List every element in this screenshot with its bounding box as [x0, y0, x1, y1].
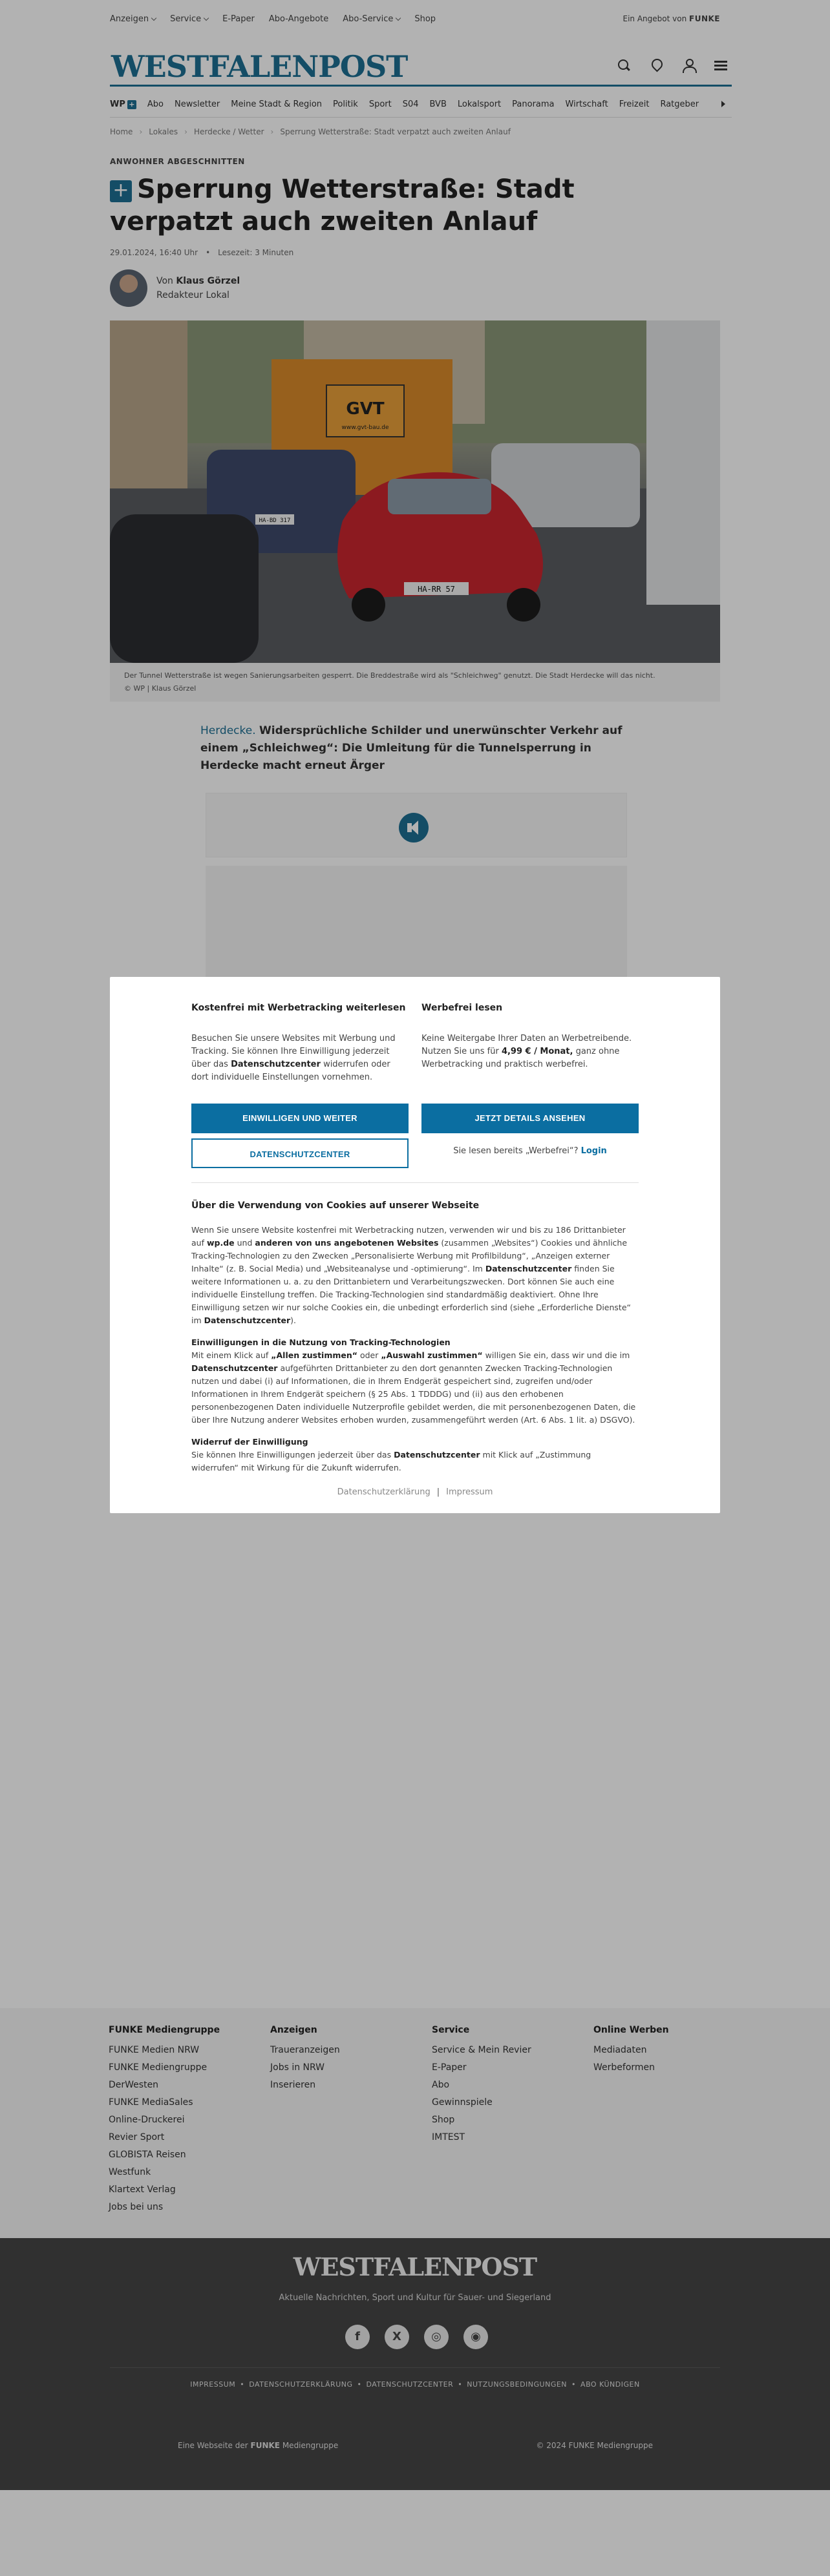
legal-datenschutzcenter[interactable]: DATENSCHUTZCENTER [366, 2380, 454, 2389]
revoke-text: mit Klick auf „Zustimmung widerrufen“ mit Wirkung für die Zukunft widerrufen. [191, 1450, 591, 1472]
login-link[interactable]: Login [580, 1146, 607, 1156]
legal-impressum[interactable]: IMPRESSUM [190, 2380, 236, 2389]
footer-col-title: FUNKE Mediengruppe [109, 2025, 220, 2035]
nav-item-sport[interactable]: Sport [368, 99, 392, 109]
caption-text: Der Tunnel Wetterstraße ist wegen Sanierungsarbeiten gesperrt. Die Breddestraße wird als "Schleichweg" genutzt. Die Stadt Herdecke will das nicht. [124, 671, 655, 680]
funke-logo[interactable]: FUNKE [250, 2441, 280, 2450]
option-text-part: widerrufen oder dort individuelle Einstellungen vornehmen. [191, 1060, 390, 1082]
footer-link[interactable]: Online-Druckerei [109, 2115, 185, 2125]
footer-col-title: Anzeigen [270, 2025, 317, 2035]
revoke-paragraph [191, 1449, 639, 1474]
privacy-center-link[interactable]: Datenschutzcenter [191, 1363, 278, 1373]
top-nav-label: Anzeigen [110, 14, 149, 24]
site-logo[interactable]: WESTFALENPOST [111, 49, 408, 84]
footer-link[interactable]: Jobs bei uns [109, 2202, 164, 2212]
legal-abo-kuendigen[interactable]: ABO KÜNDIGEN [580, 2380, 640, 2389]
option-text-part: ganz ohne Werbetracking und praktisch werbefrei. [421, 1047, 620, 1069]
footer-link[interactable]: Shop [432, 2115, 455, 2125]
meta-separator: • [206, 248, 211, 257]
photo-plate-text: HA-BD 317 [259, 518, 291, 524]
facebook-icon[interactable]: f [345, 2325, 370, 2349]
breadcrumb-current: Sperrung Wetterstraße: Stadt verpatzt auch zweiten Anlauf [280, 127, 511, 136]
revoke-subtitle: Widerruf der Einwilligung [191, 1437, 308, 1447]
consent-subtitle: Einwilligungen in die Nutzung von Tracking-Technologien [191, 1337, 451, 1347]
modal-footer [110, 1487, 720, 1497]
article-kicker: ANWOHNER ABGESCHNITTEN [110, 157, 245, 166]
privacy-center-link[interactable]: Datenschutzcenter [485, 1264, 572, 1273]
websites-link[interactable]: anderen von uns angebotenen Websites [255, 1238, 439, 1248]
footer-link[interactable]: Jobs in NRW [270, 2062, 325, 2073]
footer-separator: | [436, 1487, 440, 1497]
footer-link[interactable]: Revier Sport [109, 2132, 165, 2142]
modal-divider [191, 1182, 639, 1183]
nav-wp-label: WP [110, 99, 125, 109]
footer-link[interactable]: Service & Mein Revier [432, 2045, 531, 2055]
footer-link[interactable]: Abo [432, 2080, 450, 2090]
footer-link[interactable]: FUNKE Mediengruppe [109, 2062, 208, 2073]
plus-icon: + [110, 180, 132, 202]
footer-link[interactable]: GLOBISTA Reisen [109, 2150, 186, 2160]
option-text-part: Besuchen Sie unsere Websites mit Werbung und Tracking. Sie können Ihre Einwilligung jederzeit über das [191, 1034, 396, 1069]
cookie-text: (zusammen „Websites“) Cookies und ähnliche Tracking-Technologien zu den Zwecken „Personalisierte Werbung mit Profilbildung“, „Anzeigen externer Inhalte“ (z. B. Social Media) und „Websiteanalyse und -optimierung“. Im [191, 1238, 628, 1273]
footer-link[interactable]: Gewinnspiele [432, 2097, 493, 2108]
footer-link[interactable]: Werbeformen [593, 2062, 655, 2073]
privacy-center-button[interactable]: DATENSCHUTZCENTER [191, 1138, 409, 1168]
author-prefix: Von [156, 276, 173, 286]
nav-item-meine-stadt[interactable]: Meine Stadt & Region [231, 99, 323, 109]
consent-paragraph [191, 1349, 639, 1427]
price-text: 4,99 € / Monat, [501, 1047, 573, 1056]
login-line [421, 1146, 639, 1156]
breadcrumb-herdecke[interactable]: Herdecke / Wetter [193, 127, 264, 136]
cookie-text: finden Sie weitere Informationen u. a. zu den Drittanbietern und Verarbeitungszwecken. Dort können Sie auch eine individuelle Einstellung treffen. Die Tracking-Technologien sind standardmäßig deaktiviert. Ohne Ihre Einwilligung setzen wir nur solche Cookies ein, die unbedingt erforderlich sind (siehe „Erforderliche Dienste“ im [191, 1264, 631, 1325]
author-name[interactable]: Klaus Görzel [176, 276, 240, 286]
consent-text: Mit einem Klick auf [191, 1350, 269, 1360]
option-text-part: Keine Weitergabe Ihrer Daten an Werbetreibende. Nutzen Sie uns für [421, 1034, 632, 1056]
top-nav-label: Abo-Service [343, 14, 394, 24]
copyright: © 2024 FUNKE Mediengruppe [536, 2441, 653, 2450]
consent-option-adfree [421, 1003, 639, 1071]
nav-item-s04[interactable]: S04 [402, 99, 419, 109]
breadcrumb-home[interactable]: Home [110, 127, 133, 136]
option-title: Kostenfrei mit Werbetracking weiterlesen [191, 1003, 406, 1013]
nav-item-freizeit[interactable]: Freizeit [619, 99, 650, 109]
option-text [421, 1032, 639, 1071]
nav-item-bvb[interactable]: BVB [429, 99, 447, 109]
cookie-text: ). [290, 1315, 296, 1325]
legal-separator: • [571, 2380, 577, 2389]
footer-link[interactable]: Inserieren [270, 2080, 316, 2090]
cookie-title: Über die Verwendung von Cookies auf unserer Webseite [191, 1200, 480, 1211]
accept-button[interactable]: EINWILLIGEN UND WEITER [191, 1104, 409, 1133]
consent-text-strong: „Allen zustimmen“ [271, 1350, 357, 1360]
option-text [191, 1032, 409, 1084]
consent-text: aufgeführten Drittanbieter zu den dort genannten Zwecken Tracking-Technologien nutzen und dabei (i) auf Informationen, die in Ihrem Endgerät gespeichert sind, zugreifen und/oder Informationen in Ihrem Endgerät speichern (§ 25 Abs. 1 TDDDG) und (ii) aus den erhobenen personenbezogenen Daten individuelle Nutzerprofile gebildet werden, die mit personenbezogenen Daten, die über Ihre Nutzung anderer Websites erhoben wurden, zusammengeführt werden (Art. 6 Abs. 1 lit. a) DSGVO). [191, 1363, 636, 1425]
footer-link[interactable]: FUNKE MediaSales [109, 2097, 193, 2108]
privacy-center-link[interactable]: Datenschutzcenter [204, 1315, 291, 1325]
footer-logo[interactable]: WESTFALENPOST [293, 2252, 537, 2281]
plus-icon: + [127, 100, 136, 109]
funke-prefix: Ein Angebot von [622, 14, 687, 23]
top-nav-label: Service [170, 14, 202, 24]
footer-link[interactable]: IMTEST [432, 2132, 465, 2142]
author-role: Redakteur Lokal [156, 290, 229, 300]
breadcrumb-separator: › [270, 127, 274, 136]
owner-prefix: Eine Webseite der [178, 2441, 248, 2450]
breadcrumb-separator: › [139, 127, 143, 136]
privacy-center-link[interactable]: Datenschutzcenter [231, 1060, 321, 1069]
rss-icon[interactable]: ◉ [463, 2325, 488, 2349]
nav-item-ratgeber[interactable]: Ratgeber [660, 99, 699, 109]
privacy-center-link[interactable]: Datenschutzcenter [394, 1450, 480, 1460]
footer-col-title: Online Werben [593, 2025, 669, 2035]
legal-separator: • [240, 2380, 245, 2389]
consent-option-tracking [191, 1003, 409, 1084]
nav-item-lokalsport[interactable]: Lokalsport [457, 99, 502, 109]
consent-text-strong: „Auswahl zustimmen“ [381, 1350, 483, 1360]
revoke-text: Sie können Ihre Einwilligungen jederzeit über das [191, 1450, 392, 1460]
breadcrumb-lokales[interactable]: Lokales [149, 127, 178, 136]
footer-link[interactable]: DerWesten [109, 2080, 159, 2090]
cookie-info [191, 1199, 639, 1474]
owner-suffix: Mediengruppe [282, 2441, 339, 2450]
legal-datenschutzerklaerung[interactable]: DATENSCHUTZERKLÄRUNG [249, 2380, 353, 2389]
lead-text: Widersprüchliche Schilder und unerwünschter Verkehr auf einem „Schleichweg“: Die Umleitung für die Tunnelsperrung in Herdecke macht erneut Ärger [200, 724, 622, 772]
photo-sign-text: GVT [346, 399, 385, 419]
imprint-link[interactable]: Impressum [446, 1487, 493, 1497]
legal-separator: • [458, 2380, 463, 2389]
instagram-icon[interactable]: ◎ [424, 2325, 449, 2349]
details-button[interactable]: JETZT DETAILS ANSEHEN [421, 1104, 639, 1133]
footer-col-title: Service [432, 2025, 470, 2035]
top-nav-label: Shop [414, 14, 436, 24]
lead-location: Herdecke. [200, 724, 256, 737]
footer-link[interactable]: Klartext Verlag [109, 2184, 176, 2195]
legal-nutzungsbedingungen[interactable]: NUTZUNGSBEDINGUNGEN [467, 2380, 568, 2389]
cookie-text: und [237, 1238, 253, 1248]
consent-text: willigen Sie ein, dass wir und die im [485, 1350, 630, 1360]
footer-link[interactable]: Mediadaten [593, 2045, 647, 2055]
nav-item-panorama[interactable]: Panorama [512, 99, 555, 109]
footer-link[interactable]: Westfunk [109, 2167, 151, 2177]
option-title: Werbefrei lesen [421, 1003, 503, 1013]
footer-link[interactable]: E-Paper [432, 2062, 467, 2073]
nav-item-wirtschaft[interactable]: Wirtschaft [565, 99, 608, 109]
article-date: 29.01.2024, 16:40 Uhr [110, 248, 198, 257]
consent-dialog [110, 977, 720, 1513]
top-nav-label: Abo-Angebote [268, 14, 329, 24]
privacy-policy-link[interactable]: Datenschutzerklärung [337, 1487, 431, 1497]
x-icon[interactable]: X [385, 2325, 409, 2349]
footer-tagline: Aktuelle Nachrichten, Sport und Kultur für Sauer- und Siegerland [279, 2293, 551, 2303]
consent-text: oder [359, 1350, 379, 1360]
headline-text: Sperrung Wetterstraße: Stadt verpatzt auch zweiten Anlauf [110, 174, 575, 236]
nav-item-abo[interactable]: Abo [147, 99, 164, 109]
login-question: Sie lesen bereits „Werbefrei“? [453, 1146, 579, 1156]
cookie-text: Wenn Sie unsere Website kostenfrei mit Werbetracking nutzen, verwenden wir und bis zu 186 Drittanbieter auf [191, 1225, 626, 1248]
photo-plate-text: HA-RR 57 [418, 585, 455, 594]
nav-item-newsletter[interactable]: Newsletter [174, 99, 220, 109]
photo-credit: © WP | Klaus Görzel [124, 684, 197, 693]
footer-link[interactable]: Traueranzeigen [270, 2045, 340, 2055]
nav-item-politik[interactable]: Politik [333, 99, 358, 109]
legal-separator: • [357, 2380, 362, 2389]
photo-sign-small: www.gvt-bau.de [341, 424, 389, 431]
footer-link[interactable]: FUNKE Medien NRW [109, 2045, 200, 2055]
cookie-paragraph [191, 1224, 639, 1327]
top-nav-label: E-Paper [222, 14, 255, 24]
breadcrumb-separator: › [184, 127, 187, 136]
funke-logo: FUNKE [689, 14, 720, 23]
site-link[interactable]: wp.de [206, 1238, 235, 1248]
article-readtime: Lesezeit: 3 Minuten [218, 248, 294, 257]
